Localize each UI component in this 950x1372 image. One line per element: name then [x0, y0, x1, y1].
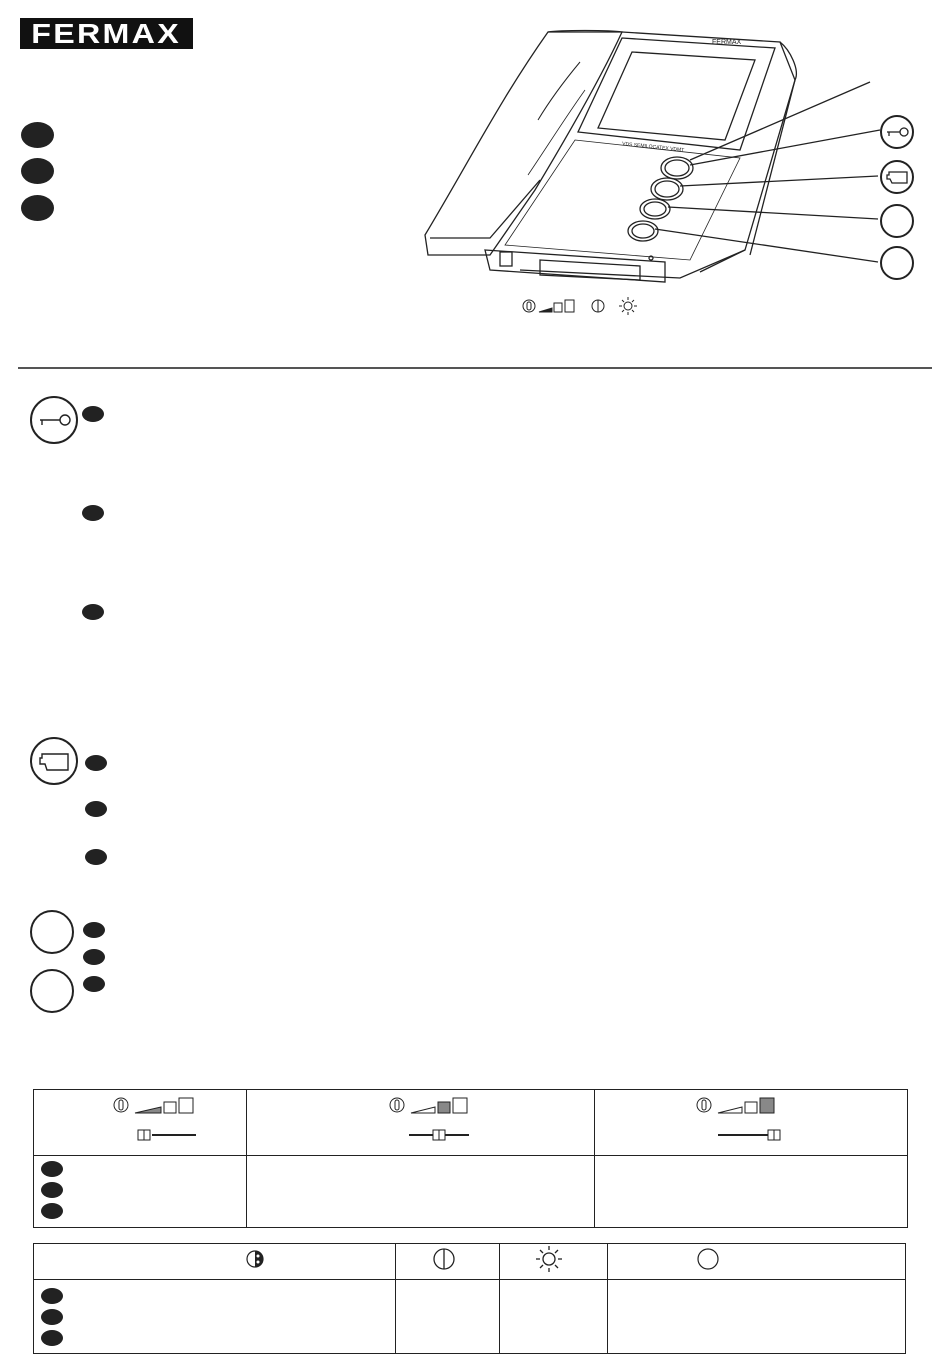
- volume-mid-icon: [247, 1090, 594, 1150]
- device-brand-label: FERMAX: [712, 39, 742, 46]
- language-marker: [41, 1288, 63, 1304]
- contrast-cell: [396, 1280, 499, 1354]
- volume-high-header: [595, 1090, 908, 1156]
- language-marker: [41, 1309, 63, 1325]
- language-marker-f-2: [83, 949, 105, 965]
- language-marker: [41, 1182, 63, 1198]
- camera-icon-circle: [30, 737, 78, 785]
- language-marker-camera-2: [85, 801, 107, 817]
- brightness-icon: [500, 1244, 607, 1274]
- volume-high-cell: [595, 1156, 908, 1228]
- f2-callout-circle: [880, 246, 914, 280]
- language-marker-3: [21, 195, 54, 221]
- language-marker-camera-3: [85, 849, 107, 865]
- contrast-icon: [396, 1244, 498, 1274]
- language-marker-key-2: [82, 505, 104, 521]
- language-marker: [41, 1203, 63, 1219]
- fermax-logo: FERMAX: [20, 18, 193, 49]
- volume-mid-header: [247, 1090, 595, 1156]
- language-marker-f-1: [83, 922, 105, 938]
- blank-circle-icon: [608, 1244, 904, 1274]
- language-marker-key-1: [82, 406, 104, 422]
- volume-table: [33, 1089, 908, 1228]
- color-icon: [34, 1244, 394, 1274]
- brightness-cell: [499, 1280, 607, 1354]
- language-marker-f-3: [83, 976, 105, 992]
- f1-icon-circle: [30, 910, 74, 954]
- section-divider: [18, 367, 932, 369]
- key-callout-circle: [880, 115, 914, 149]
- image-adjust-table: [33, 1243, 906, 1354]
- camera-callout-circle: [880, 160, 914, 194]
- blank-cell: [607, 1280, 905, 1354]
- volume-low-header: [34, 1090, 247, 1156]
- blank-header: [607, 1244, 905, 1280]
- language-marker-2: [21, 158, 54, 184]
- device-model-label: VDS SEMILOCATEX VDMT: [621, 141, 685, 154]
- button-label-0: [0, 0, 1, 1]
- language-marker: [41, 1330, 63, 1346]
- language-marker-1: [21, 122, 54, 148]
- volume-mid-cell: [247, 1156, 595, 1228]
- contrast-header: [396, 1244, 499, 1280]
- key-icon: [882, 117, 912, 147]
- brightness-header: [499, 1244, 607, 1280]
- f2-icon-circle: [30, 969, 74, 1013]
- volume-low-cell: [34, 1156, 247, 1228]
- f1-callout-circle: [880, 204, 914, 238]
- camera-icon: [32, 739, 76, 783]
- key-icon: [32, 398, 76, 442]
- language-marker: [41, 1161, 63, 1177]
- camera-icon: [882, 162, 912, 192]
- volume-high-icon: [595, 1090, 907, 1150]
- color-header: [34, 1244, 396, 1280]
- door-open-icon-circle: [30, 396, 78, 444]
- color-cell: [34, 1280, 396, 1354]
- volume-low-icon: [34, 1090, 246, 1150]
- language-marker-key-3: [82, 604, 104, 620]
- language-marker-camera-1: [85, 755, 107, 771]
- monitor-illustration: [420, 25, 950, 325]
